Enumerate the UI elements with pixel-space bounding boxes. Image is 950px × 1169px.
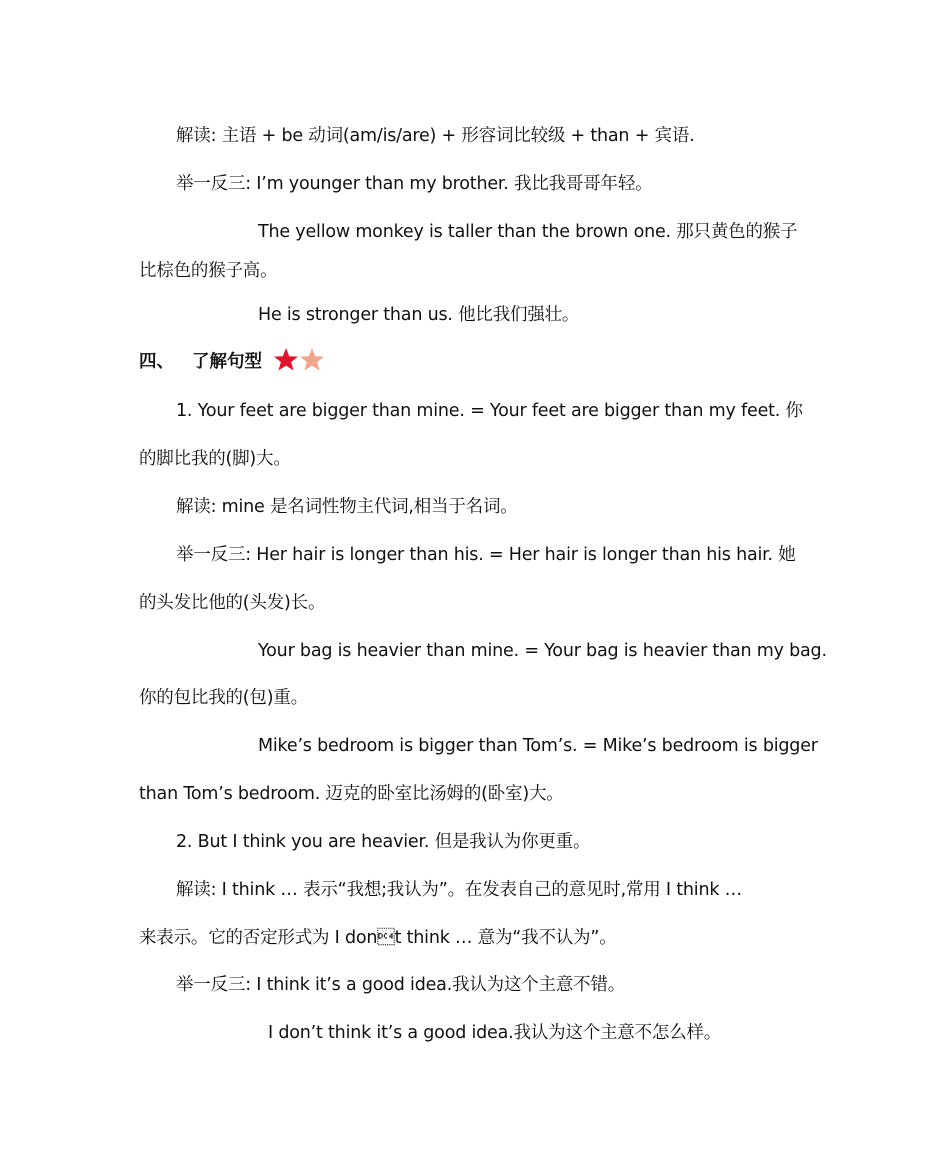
section-number: 四、 [139, 352, 174, 372]
text-line: Your bag is heavier than mine. = Your bag is heavier than my bag. [258, 641, 827, 661]
text-line: 1. Your feet are bigger than mine. = Your feet are bigger than my feet. 你 [176, 401, 803, 421]
section-title: 了解句型 [192, 352, 262, 372]
text-line: than Tom’s bedroom. 迈克的卧室比汤姆的(卧室)大。 [139, 784, 564, 804]
star-icon [300, 348, 324, 371]
text-line: 解读: mine 是名词性物主代词,相当于名词。 [176, 497, 518, 517]
text-line: The yellow monkey is taller than the brown one. 那只黄色的猴子 [258, 222, 798, 242]
text-line: 2. But I think you are heavier. 但是我认为你更重。 [176, 832, 591, 852]
text-line: He is stronger than us. 他比我们强壮。 [258, 305, 580, 325]
text-line: 解读: I think … 表示“我想;我认为”。在发表自己的意见时,常用 I think … [176, 880, 742, 900]
rating-stars [272, 346, 328, 374]
section-heading [139, 350, 262, 374]
text-line: 你的包比我的(包)重。 [139, 688, 308, 708]
text-line: 比棕色的猴子高。 [139, 261, 278, 281]
text-line: 的脚比我的(脚)大。 [139, 449, 291, 469]
text-line: 的头发比他的(头发)长。 [139, 593, 326, 613]
text-line: 举一反三: Her hair is longer than his. = Her hair is longer than his hair. 她 [176, 545, 796, 565]
text-line: I don’t think it’s a good idea.我认为这个主意不怎么样。 [268, 1023, 722, 1043]
text-line: 举一反三: I think it’s a good idea.我认为这个主意不错。 [176, 975, 626, 995]
star-icon [274, 348, 298, 371]
text-line: 举一反三: I’m younger than my brother. 我比我哥哥年轻。 [176, 174, 653, 194]
text-line: 来表示。它的否定形式为 I dont think … 意为“我不认为”。 [139, 928, 617, 948]
text-line: Mike’s bedroom is bigger than Tom’s. = Mike’s bedroom is bigger [258, 736, 818, 756]
text-line: 解读: 主语 + be 动词(am/is/are) + 形容词比较级 + than + 宾语. [176, 126, 695, 146]
